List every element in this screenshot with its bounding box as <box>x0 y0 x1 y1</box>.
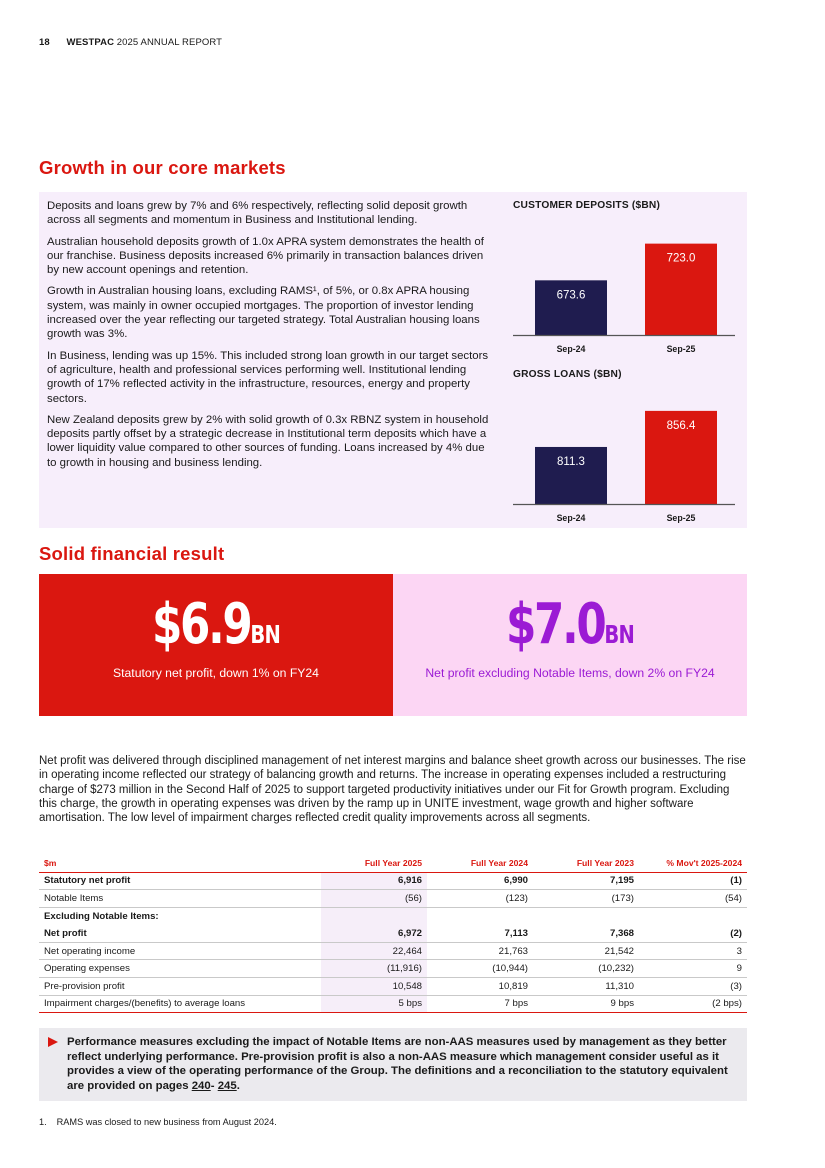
brand-name: WESTPAC <box>66 37 115 48</box>
stat-value: $7.0 <box>505 592 605 657</box>
bar-value-label: 856.4 <box>666 419 696 432</box>
table-cell: 10,819 <box>427 978 533 996</box>
table-row <box>39 872 747 890</box>
statutory-profit-caption: Statutory net profit, down 1% on FY24 <box>113 666 319 680</box>
table-cell: (2) <box>639 925 747 943</box>
growth-paragraph: Growth in Australian housing loans, excluding RAMS¹, of 5%, or 0.8x APRA housing system, was mainly in owner occupied mortgages. The proportion of investor lending increased over the year reflecting our targeted strategy. Total Australian housing loans growth was 3%. <box>47 285 480 341</box>
gross-loans-chart <box>513 369 745 528</box>
footnote <box>39 1117 277 1127</box>
table-row <box>39 942 747 960</box>
bar-chart-svg <box>513 380 745 528</box>
page-link-240[interactable]: 240 <box>191 1079 211 1092</box>
row-label: Net profit <box>39 925 321 943</box>
bar-value-label: 673.6 <box>556 289 586 302</box>
growth-paragraph: New Zealand deposits grew by 2% with solid growth of 0.3x RBNZ system in household deposits partly offset by a strategic decrease in Institutional term deposits which have a lower liquidity value compared to other sources of funding. Loans increased by 4% due to growth in housing and business lending. <box>47 413 489 469</box>
result-paragraph: Net profit was delivered through disciplined management of net interest margins and balance sheet growth across our businesses. The rise in operating income reflected our strategy of balancing growth and returns. The increase in operating expenses included a restructuring charge of $273 million in the Second Half of 2025 to support targeted productivity initiatives under our Fit for Growth program. Excluding this charge, the growth in operating expenses was driven by the ramp up in UNITE investment, wage growth and higher software amortisation. The low level of impairment charges reflected credit quality improvements across all segments. <box>39 755 746 825</box>
non-aas-note <box>39 1028 747 1101</box>
growth-panel <box>39 192 747 528</box>
table-cell: (173) <box>533 890 639 908</box>
triangle-arrow-icon <box>48 1037 58 1047</box>
table-cell: 7 bps <box>427 995 533 1013</box>
x-tick-label: Sep-25 <box>666 344 696 354</box>
table-cell: (3) <box>639 978 747 996</box>
table-cell: (10,232) <box>533 960 639 978</box>
table-cell <box>533 907 639 925</box>
column-header: % Mov't 2025-2024 <box>639 855 747 872</box>
chart-title: GROSS LOANS ($BN) <box>513 369 622 380</box>
table-cell: 22,464 <box>321 942 427 960</box>
note-text <box>67 1035 737 1093</box>
bar-chart-svg <box>513 211 745 359</box>
table-cell: (11,916) <box>321 960 427 978</box>
page-header <box>39 37 222 48</box>
row-label: Statutory net profit <box>39 872 321 890</box>
growth-paragraph: Australian household deposits growth of 1.0x APRA system demonstrates the health of our franchise. Business deposits increased 6% primarily in transaction balances driven by new account openings and retention. <box>47 235 484 277</box>
table-cell: 3 <box>639 942 747 960</box>
table-cell: 5 bps <box>321 995 427 1013</box>
column-header: Full Year 2024 <box>427 855 533 872</box>
document-title: 2025 ANNUAL REPORT <box>116 37 223 48</box>
page-number: 18 <box>39 37 50 48</box>
table-cell <box>321 907 427 925</box>
table-header-row <box>39 855 747 872</box>
table-cell: 7,368 <box>533 925 639 943</box>
row-label: Operating expenses <box>39 960 321 978</box>
table-cell: 6,916 <box>321 872 427 890</box>
table-row <box>39 995 747 1013</box>
stat-value: $6.9 <box>151 592 251 657</box>
growth-text <box>47 199 495 477</box>
table-cell: (1) <box>639 872 747 890</box>
table-cell: 6,990 <box>427 872 533 890</box>
net-profit-caption: Net profit excluding Notable Items, down 2% on FY24 <box>425 666 715 680</box>
table-cell: (54) <box>639 890 747 908</box>
table-cell <box>639 907 747 925</box>
bar-value-label: 811.3 <box>557 455 585 468</box>
column-header: $m <box>39 855 321 872</box>
table-cell: (2 bps) <box>639 995 747 1013</box>
row-label: Pre-provision profit <box>39 978 321 996</box>
table-row <box>39 907 747 925</box>
growth-section-title: Growth in our core markets <box>39 157 286 178</box>
statutory-profit-value <box>78 592 354 668</box>
row-label: Notable Items <box>39 890 321 908</box>
note-separator: - <box>210 1079 218 1092</box>
row-label: Impairment charges/(benefits) to average loans <box>39 995 321 1013</box>
table-cell: 6,972 <box>321 925 427 943</box>
row-label: Excluding Notable Items: <box>44 910 159 922</box>
footnote-text: RAMS was closed to new business from August 2024. <box>56 1117 277 1127</box>
table-row <box>39 890 747 908</box>
table-cell: 11,310 <box>533 978 639 996</box>
table-cell: 21,542 <box>533 942 639 960</box>
table-cell: 9 bps <box>533 995 639 1013</box>
table-cell <box>427 907 533 925</box>
chart-title: CUSTOMER DEPOSITS ($BN) <box>513 200 661 211</box>
table-row <box>39 978 747 996</box>
stat-unit: BN <box>604 620 635 649</box>
growth-paragraph: In Business, lending was up 15%. This included strong loan growth in our target sectors of agriculture, health and professional services performing well. Institutional lending growth of 17% reflected activity in the infrastructure, resources, energy and property sectors. <box>47 349 489 405</box>
x-tick-label: Sep-24 <box>556 344 586 354</box>
table-cell: (10,944) <box>427 960 533 978</box>
table-cell: 7,113 <box>427 925 533 943</box>
net-profit-value <box>432 592 708 668</box>
footnote-number: 1. <box>39 1117 47 1127</box>
table-cell: 10,548 <box>321 978 427 996</box>
table-cell: 7,195 <box>533 872 639 890</box>
table-cell: (56) <box>321 890 427 908</box>
bar-value-label: 723.0 <box>666 252 696 265</box>
table-row <box>39 960 747 978</box>
table-cell: (123) <box>427 890 533 908</box>
table-cell: 21,763 <box>427 942 533 960</box>
table-cell: 9 <box>639 960 747 978</box>
growth-paragraph: Deposits and loans grew by 7% and 6% respectively, reflecting solid deposit growth across all segments and momentum in Business and Institutional lending. <box>47 200 468 227</box>
x-tick-label: Sep-24 <box>556 513 586 523</box>
note-body: Performance measures excluding the impact of Notable Items are non-AAS measures used by management as they better reflect underlying performance. Pre-provision profit is also a non-AAS measure which management consider useful as it provides a view of the operating performance of the Group. The definitions and a reconciliation to the statutory equivalent are provided on pages <box>67 1036 728 1092</box>
statutory-profit-card <box>39 574 393 716</box>
stat-unit: BN <box>250 620 281 649</box>
net-profit-card <box>393 574 747 716</box>
note-end: . <box>236 1079 240 1092</box>
financial-table <box>39 855 747 1013</box>
page-link-245[interactable]: 245 <box>217 1079 237 1092</box>
x-tick-label: Sep-25 <box>666 513 696 523</box>
customer-deposits-chart <box>513 200 745 359</box>
column-header: Full Year 2023 <box>533 855 639 872</box>
row-label: Net operating income <box>39 942 321 960</box>
result-section-title: Solid financial result <box>39 543 225 564</box>
table-row <box>39 925 747 943</box>
column-header: Full Year 2025 <box>321 855 427 872</box>
